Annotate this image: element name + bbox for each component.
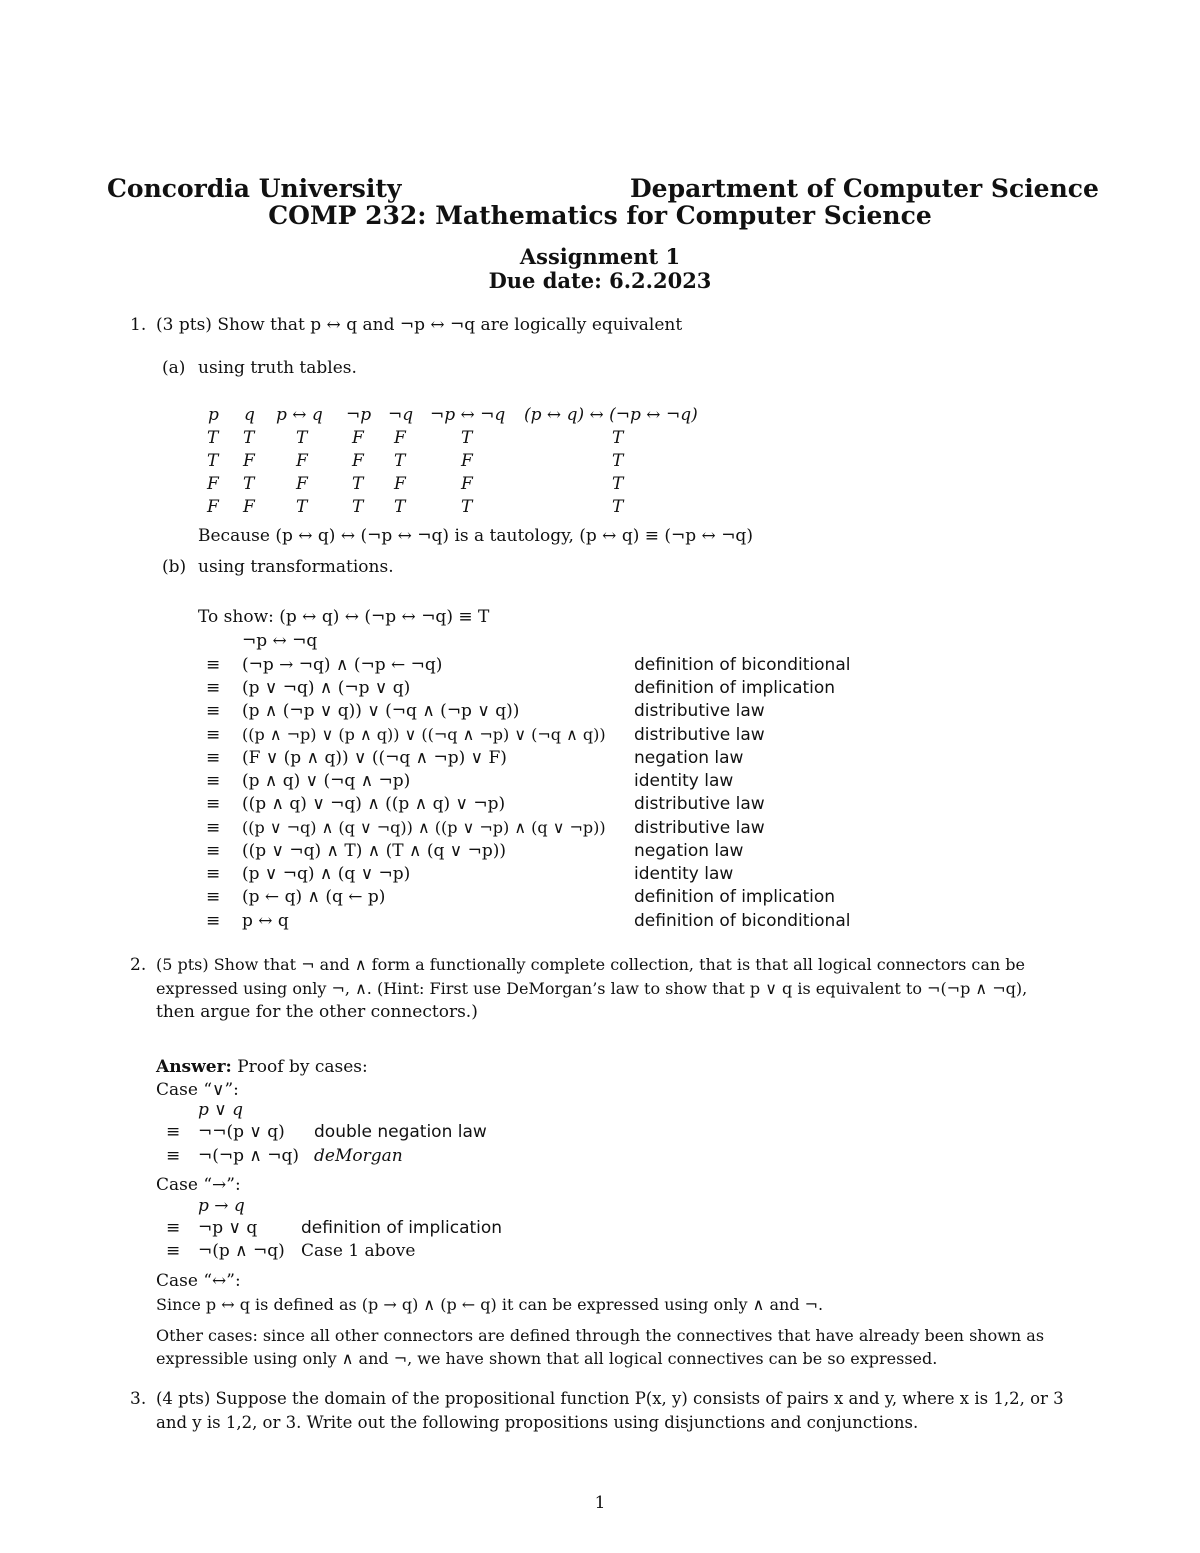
q3-number: 3. — [130, 1389, 147, 1409]
table-cell: T — [394, 497, 406, 517]
table-cell: F — [461, 474, 473, 494]
q1a-conclusion: Because (p ↔ q) ↔ (¬p ↔ ¬q) is a tautology, (p ↔ q) ≡ (¬p ↔ ¬q) — [198, 526, 753, 546]
step-expr: (p ∧ q) ∨ (¬q ∧ ¬p) — [242, 771, 411, 791]
table-cell: F — [352, 451, 364, 471]
step-expr: (¬p → ¬q) ∧ (¬p ← ¬q) — [242, 655, 443, 675]
th-q: q — [244, 405, 255, 425]
th-notp-iff-notq: ¬p ↔ ¬q — [430, 405, 506, 425]
q1a-label: (a) — [162, 358, 186, 378]
case2-title: Case “→”: — [156, 1175, 241, 1195]
th-p-iff-q: p ↔ q — [276, 405, 323, 425]
other-cases-line1: Other cases: since all other connectors are defined through the connectives that have already been shown as — [156, 1326, 1045, 1345]
step-expr: ((p ∨ ¬q) ∧ (q ∨ ¬q)) ∧ ((p ∨ ¬p) ∧ (q ∨ ¬p)) — [242, 818, 606, 837]
table-cell: F — [296, 474, 308, 494]
step-expr: ((p ∧ q) ∨ ¬q) ∧ ((p ∧ q) ∨ ¬p) — [242, 794, 506, 814]
page-number: 1 — [594, 1493, 606, 1513]
step-justification: distributive law — [634, 794, 765, 814]
table-cell: T — [207, 428, 219, 448]
table-cell: T — [352, 497, 364, 517]
table-cell: T — [243, 474, 255, 494]
step-expr: (F ∨ (p ∧ q)) ∨ ((¬q ∧ ¬p) ∨ F) — [242, 748, 507, 768]
q1b-to-show: To show: (p ↔ q) ↔ (¬p ↔ ¬q) ≡ T — [198, 607, 490, 627]
q1a-text: using truth tables. — [198, 358, 357, 378]
table-cell: F — [207, 497, 219, 517]
case1-title: Case “∨”: — [156, 1080, 239, 1100]
step-justification: distributive law — [634, 701, 765, 721]
table-cell: F — [352, 428, 364, 448]
step-justification: definition of implication — [634, 887, 836, 907]
table-cell: F — [207, 474, 219, 494]
equiv-symbol: ≡ — [166, 1241, 181, 1261]
q2-number: 2. — [130, 955, 147, 975]
table-cell: T — [243, 428, 255, 448]
step-expr: (p ∧ (¬p ∨ q)) ∨ (¬q ∧ (¬p ∨ q)) — [242, 701, 520, 721]
table-cell: F — [243, 451, 255, 471]
equiv-symbol: ≡ — [206, 864, 221, 884]
equiv-symbol: ≡ — [206, 655, 221, 675]
th-p: p — [208, 405, 219, 425]
table-cell: T — [207, 451, 219, 471]
step-justification: definition of biconditional — [634, 655, 851, 675]
due-date: Due date: 6.2.2023 — [488, 268, 712, 293]
th-full: (p ↔ q) ↔ (¬p ↔ ¬q) — [524, 405, 698, 425]
step-justification: definition of implication — [634, 678, 836, 698]
case2-step2-expr: ¬(p ∧ ¬q) — [198, 1241, 285, 1261]
table-cell: T — [461, 428, 473, 448]
step-expr: (p ∨ ¬q) ∧ (q ∨ ¬p) — [242, 864, 411, 884]
step-justification: distributive law — [634, 725, 765, 745]
assignment-title: Assignment 1 — [519, 244, 681, 269]
step-expr: p ↔ q — [242, 911, 289, 931]
q1b-start-expr: ¬p ↔ ¬q — [242, 631, 318, 651]
case2-start: p → q — [198, 1196, 245, 1216]
step-expr: (p ∨ ¬q) ∧ (¬p ∨ q) — [242, 678, 411, 698]
step-justification: identity law — [634, 771, 734, 791]
step-justification: distributive law — [634, 818, 765, 838]
equiv-symbol: ≡ — [206, 794, 221, 814]
step-justification: negation law — [634, 748, 744, 768]
course-title: COMP 232: Mathematics for Computer Science — [268, 201, 932, 230]
q3-prompt-line1: (4 pts) Suppose the domain of the propositional function P(x, y) consists of pairs x and y, where x is 1,2, or 3 — [156, 1389, 1064, 1408]
equiv-symbol: ≡ — [206, 725, 221, 745]
table-cell: T — [612, 474, 624, 494]
q2-prompt-line1: (5 pts) Show that ¬ and ∧ form a functionally complete collection, that is that all logical connectors can be — [156, 955, 1026, 974]
table-cell: F — [461, 451, 473, 471]
answer-text: Proof by cases: — [237, 1057, 368, 1077]
department-name: Department of Computer Science — [630, 174, 1099, 203]
table-cell: F — [243, 497, 255, 517]
case3-text: Since p ↔ q is defined as (p → q) ∧ (p ← q) it can be expressed using only ∧ and ¬. — [156, 1295, 824, 1314]
case1-step2-why: deMorgan — [314, 1146, 403, 1166]
university-name: Concordia University — [107, 174, 402, 203]
equiv-symbol: ≡ — [206, 818, 221, 838]
table-cell: T — [612, 428, 624, 448]
step-expr: ((p ∨ ¬q) ∧ T) ∧ (T ∧ (q ∨ ¬p)) — [242, 841, 507, 861]
step-expr: (p ← q) ∧ (q ← p) — [242, 887, 386, 907]
case1-start: p ∨ q — [198, 1100, 244, 1120]
answer-label: Answer: — [156, 1057, 232, 1077]
table-cell: T — [352, 474, 364, 494]
other-cases-line2: expressible using only ∧ and ¬, we have shown that all logical connectives can be so expressed. — [156, 1349, 938, 1368]
step-justification: definition of biconditional — [634, 911, 851, 931]
case1-step2-expr: ¬(¬p ∧ ¬q) — [198, 1146, 300, 1166]
table-cell: F — [296, 451, 308, 471]
q2-prompt-line2: expressed using only ¬, ∧. (Hint: First use DeMorgan’s law to show that p ∨ q is equivalent to ¬(¬p ∧ ¬q), — [156, 979, 1028, 998]
table-cell: F — [394, 428, 406, 448]
table-cell: T — [394, 451, 406, 471]
q2-answer-line — [156, 1056, 368, 1078]
table-cell: T — [296, 428, 308, 448]
q1-number: 1. — [130, 315, 147, 335]
case2-step1-expr: ¬p ∨ q — [198, 1218, 258, 1238]
equiv-symbol: ≡ — [206, 771, 221, 791]
step-justification: identity law — [634, 864, 734, 884]
equiv-symbol: ≡ — [166, 1218, 181, 1238]
table-cell: T — [461, 497, 473, 517]
table-cell: T — [296, 497, 308, 517]
equiv-symbol: ≡ — [206, 911, 221, 931]
table-cell: T — [612, 451, 624, 471]
case1-step1-why: double negation law — [314, 1122, 487, 1142]
q2-prompt-line3: then argue for the other connectors.) — [156, 1002, 478, 1022]
q3-prompt-line2: and y is 1,2, or 3. Write out the following propositions using disjunctions and conjunctions. — [156, 1413, 919, 1432]
q1-prompt: (3 pts) Show that p ↔ q and ¬p ↔ ¬q are logically equivalent — [156, 315, 683, 335]
q1b-text: using transformations. — [198, 557, 394, 577]
case2-step2-why: Case 1 above — [301, 1241, 416, 1261]
equiv-symbol: ≡ — [206, 841, 221, 861]
case2-step1-why: definition of implication — [301, 1218, 503, 1238]
equiv-symbol: ≡ — [206, 887, 221, 907]
case3-title: Case “↔”: — [156, 1271, 241, 1291]
equiv-symbol: ≡ — [166, 1146, 181, 1166]
case1-step1-expr: ¬¬(p ∨ q) — [198, 1122, 285, 1142]
step-expr: ((p ∧ ¬p) ∨ (p ∧ q)) ∨ ((¬q ∧ ¬p) ∨ (¬q ∧ q)) — [242, 725, 606, 744]
table-cell: F — [394, 474, 406, 494]
th-not-q: ¬q — [388, 405, 414, 425]
equiv-symbol: ≡ — [206, 678, 221, 698]
equiv-symbol: ≡ — [166, 1122, 181, 1142]
th-not-p: ¬p — [346, 405, 372, 425]
step-justification: negation law — [634, 841, 744, 861]
equiv-symbol: ≡ — [206, 748, 221, 768]
equiv-symbol: ≡ — [206, 701, 221, 721]
table-cell: T — [612, 497, 624, 517]
q1b-label: (b) — [162, 557, 187, 577]
